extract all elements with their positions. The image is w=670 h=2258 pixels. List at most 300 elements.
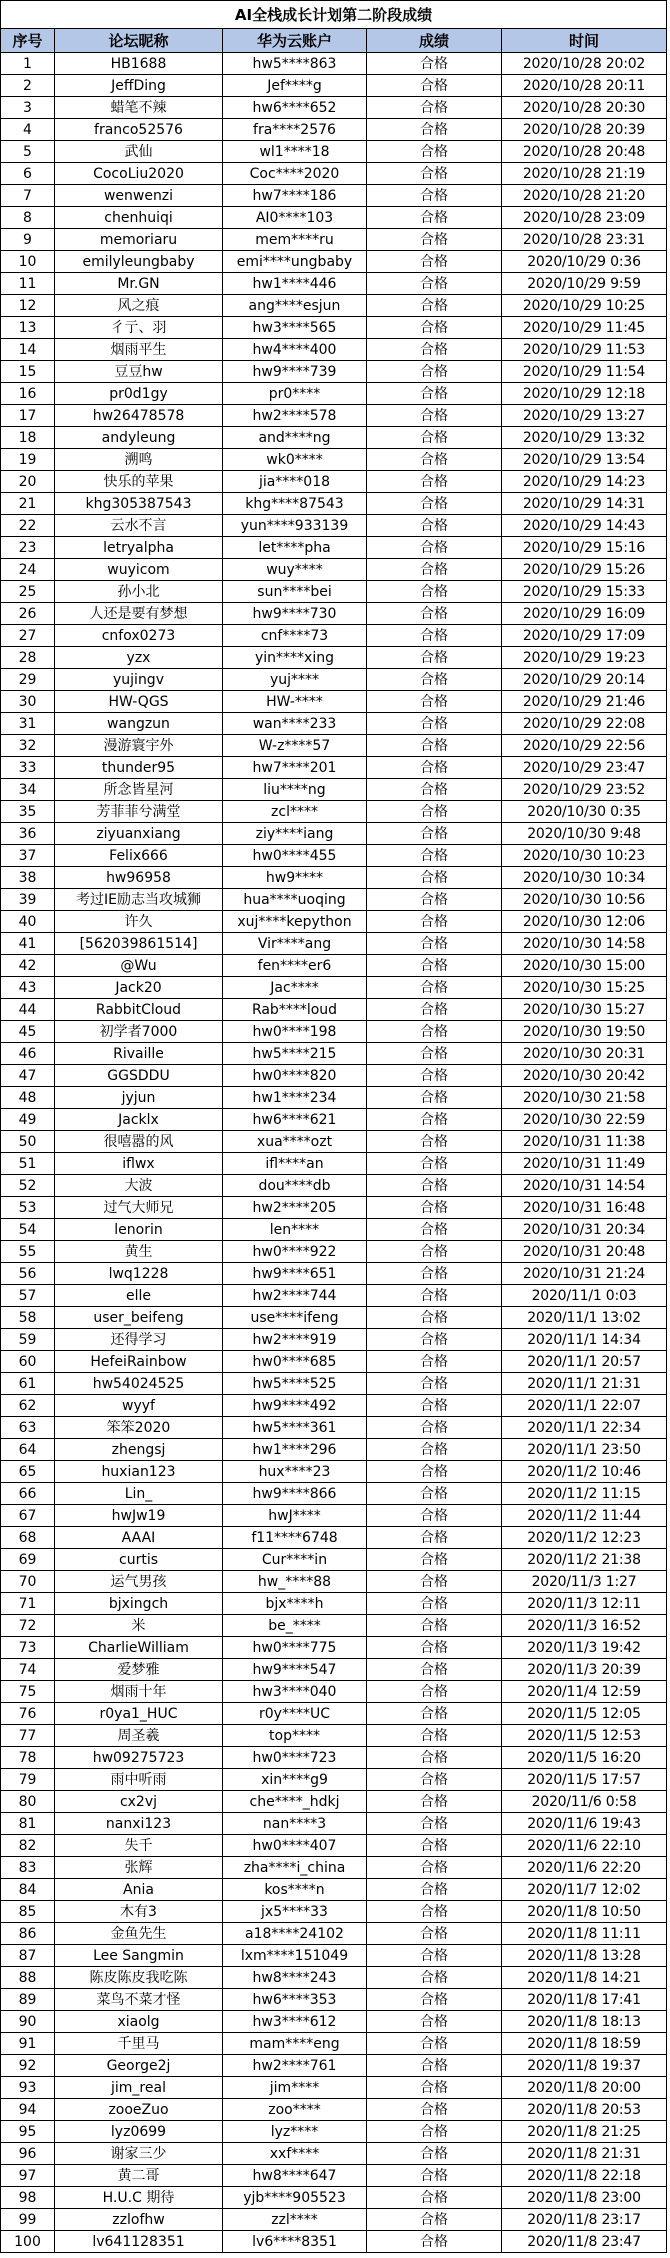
cell-nickname: pr0d1gy [55, 383, 223, 405]
cell-nickname: 初学者7000 [55, 1021, 223, 1043]
cell-time: 2020/10/31 20:34 [502, 1219, 667, 1241]
cell-time: 2020/11/8 22:18 [502, 2165, 667, 2187]
cell-time: 2020/10/29 15:26 [502, 559, 667, 581]
cell-index: 83 [1, 1857, 55, 1879]
cell-nickname: 云水不言 [55, 515, 223, 537]
cell-index: 82 [1, 1835, 55, 1857]
cell-index: 55 [1, 1241, 55, 1263]
cell-account: wl1****18 [223, 141, 367, 163]
cell-nickname: 很嘻嚣的风 [55, 1131, 223, 1153]
cell-index: 14 [1, 339, 55, 361]
cell-index: 3 [1, 97, 55, 119]
cell-index: 87 [1, 1945, 55, 1967]
cell-account: ang****esjun [223, 295, 367, 317]
cell-result: 合格 [367, 559, 502, 581]
cell-result: 合格 [367, 1857, 502, 1879]
cell-index: 88 [1, 1967, 55, 1989]
cell-nickname: RabbitCloud [55, 999, 223, 1021]
cell-result: 合格 [367, 2121, 502, 2143]
table-row [1, 1373, 667, 1395]
cell-account: hw2****919 [223, 1329, 367, 1351]
cell-nickname: 芳菲菲兮满堂 [55, 801, 223, 823]
cell-account: hw5****863 [223, 53, 367, 75]
cell-result: 合格 [367, 625, 502, 647]
table-row [1, 1681, 667, 1703]
cell-account: hw9****547 [223, 1659, 367, 1681]
cell-time: 2020/10/28 23:09 [502, 207, 667, 229]
cell-time: 2020/11/1 13:02 [502, 1307, 667, 1329]
cell-account: hw6****621 [223, 1109, 367, 1131]
cell-index: 40 [1, 911, 55, 933]
table-row [1, 2187, 667, 2209]
cell-result: 合格 [367, 383, 502, 405]
cell-time: 2020/10/29 13:32 [502, 427, 667, 449]
cell-account: ifl****an [223, 1153, 367, 1175]
cell-index: 91 [1, 2033, 55, 2055]
cell-nickname: memoriaru [55, 229, 223, 251]
table-row [1, 1505, 667, 1527]
cell-nickname: hw96958 [55, 867, 223, 889]
cell-nickname: 漫游寰宇外 [55, 735, 223, 757]
cell-account: zzl**** [223, 2209, 367, 2231]
cell-account: xua****ozt [223, 1131, 367, 1153]
cell-account: jim**** [223, 2077, 367, 2099]
cell-time: 2020/10/30 12:06 [502, 911, 667, 933]
cell-index: 47 [1, 1065, 55, 1087]
cell-result: 合格 [367, 1219, 502, 1241]
header-result: 成绩 [367, 29, 502, 53]
cell-time: 2020/10/30 14:58 [502, 933, 667, 955]
cell-result: 合格 [367, 1527, 502, 1549]
cell-time: 2020/10/29 19:23 [502, 647, 667, 669]
cell-index: 18 [1, 427, 55, 449]
cell-time: 2020/10/29 11:45 [502, 317, 667, 339]
cell-nickname: franco52576 [55, 119, 223, 141]
table-row [1, 1131, 667, 1153]
table-row [1, 955, 667, 977]
cell-time: 2020/10/28 20:30 [502, 97, 667, 119]
cell-time: 2020/11/8 19:37 [502, 2055, 667, 2077]
cell-nickname: 爱梦雅 [55, 1659, 223, 1681]
cell-result: 合格 [367, 1065, 502, 1087]
cell-account: emi****ungbaby [223, 251, 367, 273]
cell-time: 2020/11/2 11:15 [502, 1483, 667, 1505]
cell-index: 95 [1, 2121, 55, 2143]
cell-result: 合格 [367, 141, 502, 163]
cell-index: 75 [1, 1681, 55, 1703]
cell-result: 合格 [367, 1681, 502, 1703]
cell-nickname: 张辉 [55, 1857, 223, 1879]
cell-index: 52 [1, 1175, 55, 1197]
table-row [1, 911, 667, 933]
cell-nickname: emilyleungbaby [55, 251, 223, 273]
cell-index: 45 [1, 1021, 55, 1043]
cell-account: Jef****g [223, 75, 367, 97]
cell-time: 2020/10/30 19:50 [502, 1021, 667, 1043]
cell-index: 31 [1, 713, 55, 735]
table-row [1, 977, 667, 999]
cell-time: 2020/10/31 16:48 [502, 1197, 667, 1219]
cell-nickname: thunder95 [55, 757, 223, 779]
cell-account: zha****i_china [223, 1857, 367, 1879]
cell-index: 43 [1, 977, 55, 999]
cell-index: 44 [1, 999, 55, 1021]
table-row [1, 2231, 667, 2253]
cell-result: 合格 [367, 669, 502, 691]
table-row [1, 449, 667, 471]
cell-nickname: 人还是要有梦想 [55, 603, 223, 625]
cell-nickname: 孙小北 [55, 581, 223, 603]
cell-index: 76 [1, 1703, 55, 1725]
cell-nickname: 谢家三少 [55, 2143, 223, 2165]
cell-result: 合格 [367, 2209, 502, 2231]
table-row [1, 1989, 667, 2011]
cell-result: 合格 [367, 229, 502, 251]
cell-result: 合格 [367, 845, 502, 867]
table-row [1, 999, 667, 1021]
cell-index: 48 [1, 1087, 55, 1109]
table-row [1, 97, 667, 119]
cell-index: 4 [1, 119, 55, 141]
cell-account: yun****933139 [223, 515, 367, 537]
table-row [1, 207, 667, 229]
cell-account: hw3****040 [223, 1681, 367, 1703]
cell-result: 合格 [367, 2165, 502, 2187]
table-row [1, 163, 667, 185]
cell-account: zcl**** [223, 801, 367, 823]
cell-time: 2020/11/3 19:42 [502, 1637, 667, 1659]
table-row [1, 493, 667, 515]
cell-nickname: GGSDDU [55, 1065, 223, 1087]
cell-time: 2020/11/1 14:34 [502, 1329, 667, 1351]
cell-result: 合格 [367, 75, 502, 97]
cell-nickname: khg305387543 [55, 493, 223, 515]
cell-nickname: 还得学习 [55, 1329, 223, 1351]
cell-account: hw2****744 [223, 1285, 367, 1307]
cell-result: 合格 [367, 1153, 502, 1175]
cell-index: 56 [1, 1263, 55, 1285]
cell-index: 59 [1, 1329, 55, 1351]
cell-nickname: 豆豆hw [55, 361, 223, 383]
table-row [1, 1637, 667, 1659]
table-row [1, 1065, 667, 1087]
table-row [1, 1021, 667, 1043]
cell-index: 60 [1, 1351, 55, 1373]
cell-time: 2020/10/29 9:59 [502, 273, 667, 295]
cell-time: 2020/11/6 19:43 [502, 1813, 667, 1835]
cell-index: 5 [1, 141, 55, 163]
cell-time: 2020/11/8 23:47 [502, 2231, 667, 2253]
cell-nickname: ziyuanxiang [55, 823, 223, 845]
cell-time: 2020/11/2 21:38 [502, 1549, 667, 1571]
cell-result: 合格 [367, 603, 502, 625]
table-row [1, 1901, 667, 1923]
cell-time: 2020/10/29 10:25 [502, 295, 667, 317]
cell-account: lxm****151049 [223, 1945, 367, 1967]
cell-result: 合格 [367, 1703, 502, 1725]
cell-index: 9 [1, 229, 55, 251]
cell-account: hw5****361 [223, 1417, 367, 1439]
cell-time: 2020/10/30 22:59 [502, 1109, 667, 1131]
cell-account: hw9****739 [223, 361, 367, 383]
cell-time: 2020/11/5 12:05 [502, 1703, 667, 1725]
cell-nickname: 周圣羲 [55, 1725, 223, 1747]
cell-account: lyz**** [223, 2121, 367, 2143]
cell-account: jia****018 [223, 471, 367, 493]
cell-nickname: 雨中听雨 [55, 1769, 223, 1791]
table-row [1, 53, 667, 75]
cell-result: 合格 [367, 1791, 502, 1813]
cell-time: 2020/11/1 22:07 [502, 1395, 667, 1417]
cell-nickname: Felix666 [55, 845, 223, 867]
cell-index: 8 [1, 207, 55, 229]
cell-index: 1 [1, 53, 55, 75]
cell-result: 合格 [367, 2011, 502, 2033]
table-row [1, 2011, 667, 2033]
cell-nickname: lenorin [55, 1219, 223, 1241]
cell-account: hw3****565 [223, 317, 367, 339]
cell-result: 合格 [367, 1461, 502, 1483]
table-row [1, 1175, 667, 1197]
cell-index: 39 [1, 889, 55, 911]
table-row [1, 1263, 667, 1285]
cell-time: 2020/10/29 13:54 [502, 449, 667, 471]
cell-time: 2020/10/31 20:48 [502, 1241, 667, 1263]
cell-account: hw2****205 [223, 1197, 367, 1219]
cell-account: dou****db [223, 1175, 367, 1197]
cell-result: 合格 [367, 911, 502, 933]
cell-nickname: 考过IE励志当攻城狮 [55, 889, 223, 911]
cell-account: cnf****73 [223, 625, 367, 647]
cell-nickname: cx2vj [55, 1791, 223, 1813]
cell-time: 2020/11/3 20:39 [502, 1659, 667, 1681]
cell-result: 合格 [367, 1307, 502, 1329]
cell-index: 70 [1, 1571, 55, 1593]
cell-account: Rab****loud [223, 999, 367, 1021]
cell-time: 2020/10/29 14:31 [502, 493, 667, 515]
cell-nickname: AAAI [55, 1527, 223, 1549]
cell-time: 2020/11/8 20:00 [502, 2077, 667, 2099]
table-row [1, 515, 667, 537]
cell-result: 合格 [367, 1087, 502, 1109]
cell-nickname: CharlieWilliam [55, 1637, 223, 1659]
table-row [1, 273, 667, 295]
cell-nickname: 千里马 [55, 2033, 223, 2055]
cell-index: 23 [1, 537, 55, 559]
cell-time: 2020/10/29 14:23 [502, 471, 667, 493]
cell-time: 2020/10/30 20:31 [502, 1043, 667, 1065]
cell-account: pr0**** [223, 383, 367, 405]
cell-result: 合格 [367, 999, 502, 1021]
table-row [1, 1483, 667, 1505]
cell-time: 2020/11/1 20:57 [502, 1351, 667, 1373]
cell-nickname: huxian123 [55, 1461, 223, 1483]
table-row [1, 889, 667, 911]
cell-time: 2020/11/8 21:25 [502, 2121, 667, 2143]
cell-account: let****pha [223, 537, 367, 559]
cell-index: 2 [1, 75, 55, 97]
cell-nickname: 快乐的苹果 [55, 471, 223, 493]
cell-time: 2020/10/30 21:58 [502, 1087, 667, 1109]
cell-account: Vir****ang [223, 933, 367, 955]
table-row [1, 1879, 667, 1901]
cell-account: yin****xing [223, 647, 367, 669]
cell-index: 66 [1, 1483, 55, 1505]
cell-result: 合格 [367, 2055, 502, 2077]
cell-nickname: chenhuiqi [55, 207, 223, 229]
cell-time: 2020/10/29 15:16 [502, 537, 667, 559]
cell-time: 2020/11/8 10:50 [502, 1901, 667, 1923]
cell-index: 35 [1, 801, 55, 823]
cell-time: 2020/10/31 14:54 [502, 1175, 667, 1197]
cell-result: 合格 [367, 185, 502, 207]
table-row [1, 295, 667, 317]
table-row [1, 779, 667, 801]
cell-nickname: letryalpha [55, 537, 223, 559]
cell-index: 79 [1, 1769, 55, 1791]
cell-index: 30 [1, 691, 55, 713]
cell-time: 2020/11/8 17:41 [502, 1989, 667, 2011]
table-row [1, 2033, 667, 2055]
cell-time: 2020/11/8 23:00 [502, 2187, 667, 2209]
table-row [1, 1395, 667, 1417]
cell-account: hw2****761 [223, 2055, 367, 2077]
cell-time: 2020/10/29 21:46 [502, 691, 667, 713]
cell-result: 合格 [367, 1439, 502, 1461]
cell-result: 合格 [367, 867, 502, 889]
cell-nickname: 黄二哥 [55, 2165, 223, 2187]
cell-time: 2020/11/3 12:11 [502, 1593, 667, 1615]
cell-index: 54 [1, 1219, 55, 1241]
title-row [1, 1, 667, 29]
table-row [1, 757, 667, 779]
cell-nickname: 过气大师兄 [55, 1197, 223, 1219]
table-row [1, 1593, 667, 1615]
cell-nickname: andyleung [55, 427, 223, 449]
cell-time: 2020/11/2 12:23 [502, 1527, 667, 1549]
table-row [1, 383, 667, 405]
cell-index: 92 [1, 2055, 55, 2077]
table-row [1, 75, 667, 97]
cell-result: 合格 [367, 1373, 502, 1395]
cell-nickname: HefeiRainbow [55, 1351, 223, 1373]
table-row [1, 1835, 667, 1857]
cell-result: 合格 [367, 1747, 502, 1769]
cell-result: 合格 [367, 1879, 502, 1901]
cell-nickname: 米 [55, 1615, 223, 1637]
table-row [1, 933, 667, 955]
cell-nickname: lv641128351 [55, 2231, 223, 2253]
cell-time: 2020/11/8 20:53 [502, 2099, 667, 2121]
cell-result: 合格 [367, 1967, 502, 1989]
cell-account: mam****eng [223, 2033, 367, 2055]
cell-nickname: Lin_ [55, 1483, 223, 1505]
cell-index: 58 [1, 1307, 55, 1329]
cell-time: 2020/11/8 18:59 [502, 2033, 667, 2055]
cell-time: 2020/11/1 21:31 [502, 1373, 667, 1395]
cell-result: 合格 [367, 1483, 502, 1505]
cell-index: 81 [1, 1813, 55, 1835]
cell-account: hw8****243 [223, 1967, 367, 1989]
cell-result: 合格 [367, 1593, 502, 1615]
cell-time: 2020/10/30 15:00 [502, 955, 667, 977]
cell-nickname: 所念皆星河 [55, 779, 223, 801]
cell-account: zoo**** [223, 2099, 367, 2121]
cell-account: hw0****198 [223, 1021, 367, 1043]
cell-time: 2020/10/31 11:38 [502, 1131, 667, 1153]
cell-nickname: 烟雨平生 [55, 339, 223, 361]
cell-result: 合格 [367, 801, 502, 823]
cell-account: fen****er6 [223, 955, 367, 977]
cell-time: 2020/10/30 15:27 [502, 999, 667, 1021]
cell-time: 2020/10/28 20:02 [502, 53, 667, 75]
cell-account: hw0****820 [223, 1065, 367, 1087]
cell-time: 2020/10/28 23:31 [502, 229, 667, 251]
cell-time: 2020/10/29 13:27 [502, 405, 667, 427]
table-row [1, 801, 667, 823]
table-row [1, 2077, 667, 2099]
cell-account: AI0****103 [223, 207, 367, 229]
table-row [1, 339, 667, 361]
cell-index: 98 [1, 2187, 55, 2209]
cell-account: hw6****652 [223, 97, 367, 119]
cell-account: hw0****922 [223, 1241, 367, 1263]
cell-result: 合格 [367, 1549, 502, 1571]
cell-result: 合格 [367, 647, 502, 669]
table-row [1, 119, 667, 141]
cell-index: 50 [1, 1131, 55, 1153]
cell-account: fra****2576 [223, 119, 367, 141]
cell-result: 合格 [367, 1989, 502, 2011]
table-row [1, 691, 667, 713]
cell-index: 78 [1, 1747, 55, 1769]
cell-index: 93 [1, 2077, 55, 2099]
cell-result: 合格 [367, 295, 502, 317]
cell-result: 合格 [367, 361, 502, 383]
cell-result: 合格 [367, 1329, 502, 1351]
cell-nickname: 金鱼先生 [55, 1923, 223, 1945]
cell-result: 合格 [367, 1505, 502, 1527]
cell-account: hw0****685 [223, 1351, 367, 1373]
cell-nickname: zhengsj [55, 1439, 223, 1461]
cell-index: 65 [1, 1461, 55, 1483]
cell-account: hw9****492 [223, 1395, 367, 1417]
cell-nickname: Jack20 [55, 977, 223, 999]
table-body [1, 53, 667, 2253]
cell-account: ziy****iang [223, 823, 367, 845]
cell-account: hw_****88 [223, 1571, 367, 1593]
cell-index: 72 [1, 1615, 55, 1637]
cell-result: 合格 [367, 493, 502, 515]
table-row [1, 2143, 667, 2165]
cell-time: 2020/10/30 10:56 [502, 889, 667, 911]
table-row [1, 1197, 667, 1219]
table-row [1, 2055, 667, 2077]
table-row [1, 1659, 667, 1681]
cell-nickname: 运气男孩 [55, 1571, 223, 1593]
cell-nickname: George2j [55, 2055, 223, 2077]
cell-result: 合格 [367, 713, 502, 735]
cell-index: 80 [1, 1791, 55, 1813]
cell-result: 合格 [367, 581, 502, 603]
cell-index: 12 [1, 295, 55, 317]
table-row [1, 1791, 667, 1813]
cell-nickname: cnfox0273 [55, 625, 223, 647]
cell-index: 29 [1, 669, 55, 691]
cell-index: 7 [1, 185, 55, 207]
cell-account: hw1****296 [223, 1439, 367, 1461]
cell-index: 67 [1, 1505, 55, 1527]
